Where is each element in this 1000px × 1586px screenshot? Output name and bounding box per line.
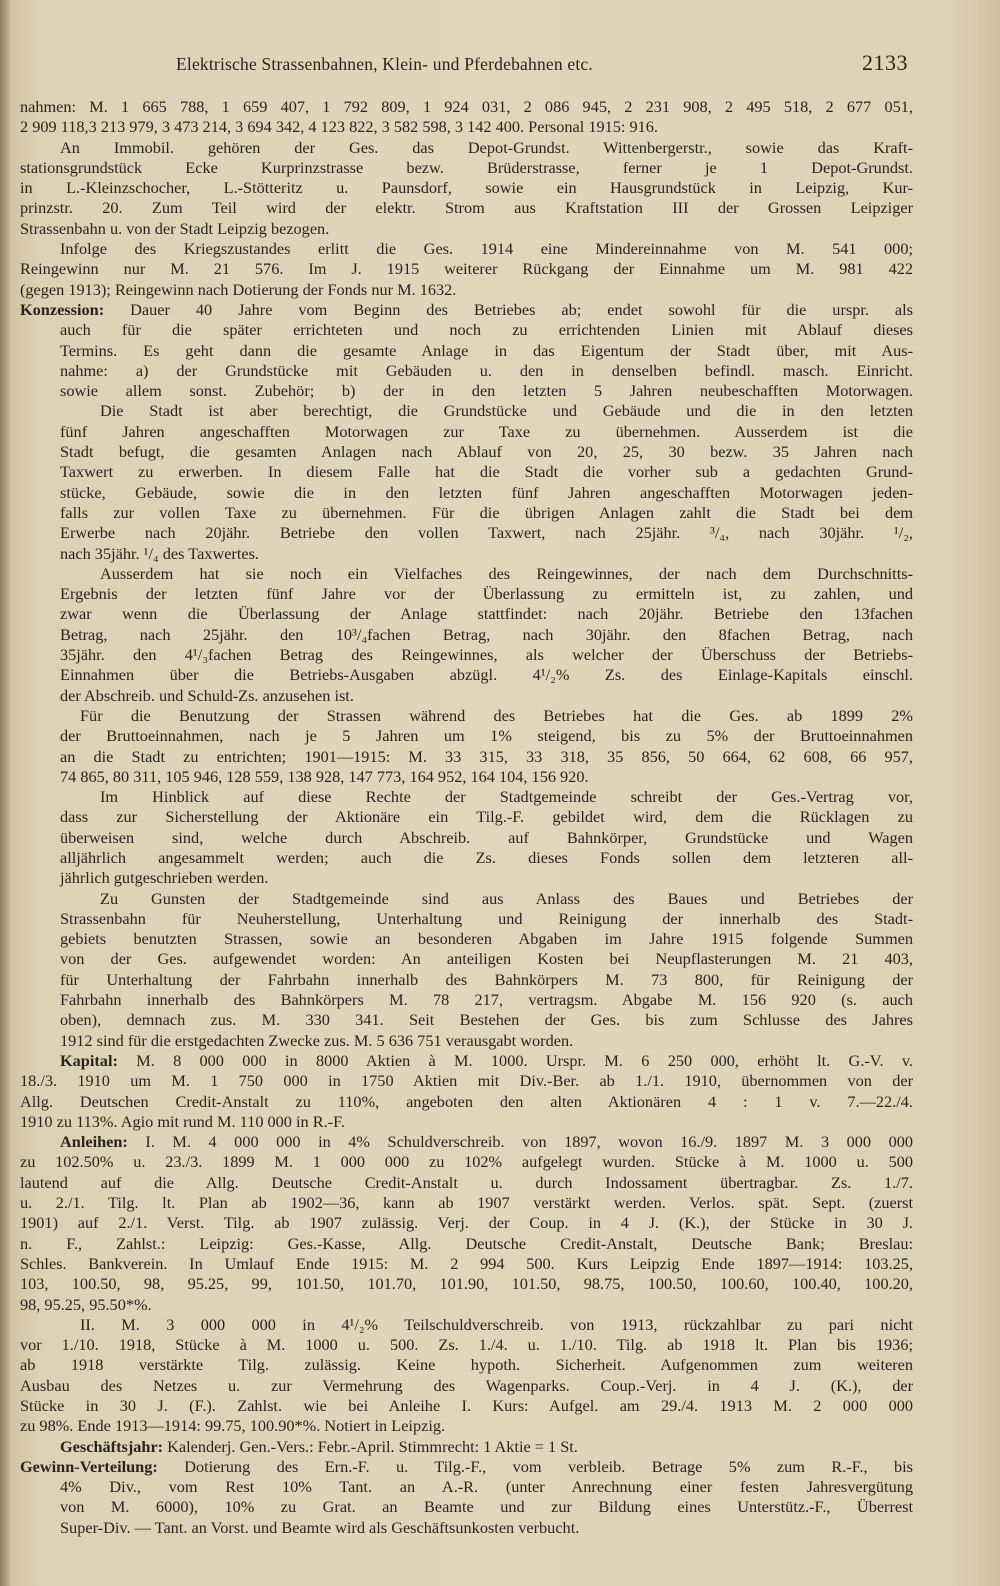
line-text: zu 102.50% u. 23./3. 1899 M. 1 000 000 zu 102% aufgelegt wurden. Stücke à M. 1000 u. 500 bbox=[20, 1152, 913, 1172]
text-line bbox=[20, 1355, 913, 1375]
text-line bbox=[20, 1234, 913, 1254]
line-text: der Bruttoeinnahmen, nach je 5 Jahren um 1% steigend, bis zu 5% der Bruttoeinnahmen bbox=[60, 726, 913, 746]
line-text: u. 2./1. Tilg. lt. Plan ab 1902—36, kann ab 1907 verstärkt werden. Verlos. spät. Sept. (zuerst bbox=[20, 1193, 913, 1213]
text-line bbox=[20, 381, 913, 401]
text-line bbox=[20, 909, 913, 929]
text-line bbox=[20, 178, 913, 198]
line-text: Stadt befugt, die gesamten Anlagen nach Ablauf von 20, 25, 30 bezw. 35 Jahren nach bbox=[60, 442, 913, 462]
text-line bbox=[20, 97, 913, 117]
section-heading: Geschäftsjahr: bbox=[60, 1436, 164, 1456]
text-line bbox=[20, 828, 913, 848]
text-line bbox=[20, 1112, 913, 1132]
line-text: Taxwert zu erwerben. In diesem Falle hat die Stadt die vorher sub a gedachten Grund- bbox=[60, 462, 913, 482]
line-text: Im Hinblick auf diese Rechte der Stadtgemeinde schreibt der Ges.-Vertrag vor, bbox=[100, 787, 913, 807]
text-line bbox=[20, 1518, 913, 1538]
line-text: sowie allem sonst. Zubehör; b) der in den letzten 5 Jahren neubeschafften Motorwagen. bbox=[60, 381, 913, 401]
page-body-text bbox=[20, 97, 913, 1538]
running-header bbox=[176, 50, 908, 76]
line-text: 1910 zu 113%. Agio mit rund M. 110 000 in R.-F. bbox=[20, 1111, 345, 1131]
line-text: n. F., Zahlst.: Leipzig: Ges.-Kasse, Allg. Deutsche Credit-Anstalt, Deutsche Bank; Breslau: bbox=[20, 1233, 913, 1253]
text-line bbox=[20, 158, 913, 178]
line-text: Termins. Es geht dann die gesamte Anlage in das Eigentum der Stadt über, mit Aus- bbox=[60, 340, 913, 360]
text-line bbox=[20, 280, 913, 300]
line-text: Schles. Bankverein. In Umlauf Ende 1915: M. 2 994 500. Kurs Leipzig Ende 1897—1914: 103.25, bbox=[20, 1253, 913, 1273]
text-line bbox=[20, 544, 913, 564]
line-text: 4% Div., vom Rest 10% Tant. an A.-R. (unter Anrechnung einer festen Jahresvergütung bbox=[60, 1477, 913, 1497]
text-line bbox=[20, 1010, 913, 1030]
line-text: Einnahmen über die Betriebs-Ausgaben abzügl. 4¹/₂% Zs. des Einlage-Kapitals einschl. bbox=[60, 665, 913, 685]
text-line bbox=[20, 1152, 913, 1172]
text-line bbox=[20, 1477, 913, 1497]
line-text: vor 1./10. 1918, Stücke à M. 1000 u. 500. Zs. 1./4. u. 1./10. Tilg. ab 1918 lt. Plan bis 1936; bbox=[20, 1335, 913, 1355]
line-text: stationsgrundstück Ecke Kurprinzstrasse bezw. Brüderstrasse, ferner je 1 Depot-Grundst. bbox=[20, 157, 913, 177]
line-text: 74 865, 80 311, 105 946, 128 559, 138 928, 147 773, 164 952, 164 104, 156 920. bbox=[60, 766, 589, 786]
line-text: für Unterhaltung der Fahrbahn innerhalb des Bahnkörpers M. 73 800, für Reinigung der bbox=[60, 969, 913, 989]
text-line bbox=[20, 1051, 913, 1071]
running-title: Elektrische Strassenbahnen, Klein- und Pferdebahnen etc. bbox=[176, 54, 593, 74]
line-text: Strassenbahn u. von der Stadt Leipzig bezogen. bbox=[20, 218, 330, 238]
text-line bbox=[20, 1416, 913, 1436]
section-heading: Anleihen: bbox=[60, 1132, 128, 1152]
text-line bbox=[20, 767, 913, 787]
text-line bbox=[20, 848, 913, 868]
line-text: Die Stadt ist aber berechtigt, die Grundstücke und Gebäude und die in den letzten bbox=[100, 401, 913, 421]
text-line bbox=[20, 625, 913, 645]
text-line bbox=[20, 320, 913, 340]
text-line bbox=[20, 1437, 913, 1457]
section-heading: Gewinn-Verteilung: bbox=[20, 1456, 158, 1476]
line-text: Fahrbahn innerhalb des Bahnkörpers M. 78 217, vertragsm. Abgabe M. 156 920 (s. auch bbox=[60, 990, 913, 1010]
text-line bbox=[20, 1335, 913, 1355]
line-text: (gegen 1913); Reingewinn nach Dotierung der Fonds nur M. 1632. bbox=[20, 279, 457, 299]
line-text: Für die Benutzung der Strassen während des Betriebes hat die Ges. ab 1899 2% bbox=[80, 705, 913, 725]
text-line bbox=[20, 1376, 913, 1396]
line-text: An Immobil. gehören der Ges. das Depot-Grundst. Wittenbergerstr., sowie das Kraft- bbox=[60, 137, 913, 157]
line-text: auch für die später errichteten und noch zu errichtenden Linien mit Ablauf dieses bbox=[60, 320, 913, 340]
line-text: Infolge des Kriegszustandes erlitt die Ges. 1914 eine Mindereinnahme von M. 541 000; bbox=[60, 239, 913, 259]
line-text: zu 98%. Ende 1913—1914: 99.75, 100.90*%. Notiert in Leipzig. bbox=[20, 1416, 446, 1436]
text-line bbox=[20, 645, 913, 665]
line-text: 103, 100.50, 98, 95.25, 99, 101.50, 101.70, 101.90, 101.50, 98.75, 100.50, 100.60, 100.40, 100.20, bbox=[20, 1274, 913, 1294]
line-text: II. M. 3 000 000 in 4¹/₂% Teilschuldverschreib. von 1913, rückzahlbar zu pari nicht bbox=[80, 1314, 913, 1334]
text-line bbox=[20, 1254, 913, 1274]
line-text: Stücke in 30 J. (F.). Zahlst. wie bei Anleihe I. Kurs: Aufgel. am 29./4. 1913 M. 2 000 000 bbox=[20, 1396, 913, 1415]
line-text: I. M. 4 000 000 in 4% Schuldverschreib. von 1897, wovon 16./9. 1897 M. 3 000 000 bbox=[127, 1132, 913, 1152]
line-text: fünf Jahren angeschafften Motorwagen zur Taxe zu übernehmen. Ausserdem ist die bbox=[60, 421, 913, 441]
line-text: nahmen: M. 1 665 788, 1 659 407, 1 792 809, 1 924 031, 2 086 945, 2 231 908, 2 495 518, 2 677 051, bbox=[20, 97, 913, 116]
text-line bbox=[20, 990, 913, 1010]
section-heading: Kapital: bbox=[60, 1050, 118, 1070]
text-line bbox=[20, 747, 913, 767]
text-line bbox=[20, 401, 913, 421]
text-line bbox=[20, 868, 913, 888]
text-line bbox=[20, 503, 913, 523]
text-line bbox=[20, 117, 913, 137]
line-text: Erwerbe nach 20jähr. Betriebe den vollen Taxwert, nach 25jähr. ³/₄, nach 30jähr. ¹/₂, bbox=[60, 523, 913, 543]
line-text: stücke, Gebäude, sowie die in den letzten fünf Jahren angeschafften Motorwagen jeden- bbox=[60, 482, 913, 502]
line-text: zwar wenn die Überlassung der Anlage stattfindet: nach 20jähr. Betriebe den 13fachen bbox=[60, 604, 913, 624]
line-text: ab 1918 verstärkte Tilg. zulässig. Keine hypoth. Sicherheit. Aufgenommen zum weiteren bbox=[20, 1355, 913, 1375]
line-text: überweisen sind, welche durch Abschreib. auf Bahnkörper, Grundstücke und Wagen bbox=[60, 827, 913, 847]
line-text: von M. 6000), 10% zu Grat. an Beamte und zur Bildung eines Unterstütz.-F., Überrest bbox=[60, 1497, 913, 1517]
line-text: falls zur vollen Taxe zu übernehmen. Für die übrigen Anlagen zahlt die Stadt bei dem bbox=[60, 502, 913, 522]
line-text: 35jähr. den 4¹/₃fachen Betrag des Reingewinnes, als welcher der Überschuss der Betriebs- bbox=[60, 645, 913, 665]
line-text: der Abschreib. und Schuld-Zs. anzusehen ist. bbox=[60, 685, 354, 705]
text-line bbox=[20, 1132, 913, 1152]
text-line bbox=[20, 341, 913, 361]
text-line bbox=[20, 1457, 913, 1477]
page-number: 2133 bbox=[862, 50, 908, 75]
text-line bbox=[20, 1295, 913, 1315]
text-line bbox=[20, 949, 913, 969]
line-text: Kalenderj. Gen.-Vers.: Febr.-April. Stimmrecht: 1 Aktie = 1 St. bbox=[163, 1436, 578, 1456]
line-text: Reingewinn nur M. 21 576. Im J. 1915 weiterer Rückgang der Einnahme um M. 981 422 bbox=[20, 259, 913, 279]
line-text: 18./3. 1910 um M. 1 750 000 in 1750 Aktien mit Div.-Ber. ab 1./1. 1910, übernommen von der bbox=[20, 1071, 913, 1091]
text-line bbox=[20, 604, 913, 624]
text-line bbox=[20, 138, 913, 158]
text-line bbox=[20, 706, 913, 726]
text-line bbox=[20, 1396, 913, 1416]
text-line bbox=[20, 1031, 913, 1051]
text-line bbox=[20, 564, 913, 584]
text-line bbox=[20, 300, 913, 320]
text-line bbox=[20, 239, 913, 259]
text-line bbox=[20, 422, 913, 442]
line-text: in L.-Kleinzschocher, L.-Stötteritz u. Paunsdorf, sowie ein Hausgrundstück in Leipzig, Kur- bbox=[20, 178, 913, 198]
text-line bbox=[20, 665, 913, 685]
text-line bbox=[20, 1173, 913, 1193]
text-line bbox=[20, 584, 913, 604]
text-line bbox=[20, 1071, 913, 1091]
text-line bbox=[20, 483, 913, 503]
line-text: alljährlich angesammelt werden; auch die Zs. dieses Fonds sollen dem letzteren all- bbox=[60, 847, 913, 867]
text-line bbox=[20, 442, 913, 462]
text-line bbox=[20, 787, 913, 807]
text-line bbox=[20, 1213, 913, 1233]
text-line bbox=[20, 198, 913, 218]
page-spine-shadow bbox=[0, 0, 10, 1586]
text-line bbox=[20, 929, 913, 949]
text-line bbox=[20, 219, 913, 239]
text-line bbox=[20, 1274, 913, 1294]
text-line bbox=[20, 1193, 913, 1213]
line-text: 98, 95.25, 95.50*%. bbox=[20, 1294, 152, 1314]
text-line bbox=[20, 726, 913, 746]
line-text: von der Ges. aufgewendet worden: An anteiligen Kosten bei Neupflasterungen M. 21 403, bbox=[60, 949, 913, 969]
line-text: Ausserdem hat sie noch ein Vielfaches des Reingewinnes, der nach dem Durchschnitts- bbox=[100, 563, 913, 583]
line-text: Ausbau des Netzes u. zur Vermehrung des Wagenparks. Coup.-Verj. in 4 J. (K.), der bbox=[20, 1375, 913, 1395]
section-heading: Konzession: bbox=[20, 299, 105, 319]
text-line bbox=[20, 1092, 913, 1112]
text-line bbox=[20, 889, 913, 909]
line-text: 1912 sind für die erstgedachten Zwecke zus. M. 5 636 751 verausgabt worden. bbox=[60, 1030, 574, 1050]
text-line bbox=[20, 523, 913, 543]
line-text: lautend auf die Allg. Deutsche Credit-Anstalt u. durch Indossament übertragbar. Zs. 1./7. bbox=[20, 1172, 913, 1192]
line-text: Dotierung des Ern.-F. u. Tilg.-F., vom verbleib. Betrage 5% zum R.-F., bis bbox=[157, 1456, 913, 1476]
line-text: Allg. Deutschen Credit-Anstalt zu 110%, angeboten den alten Aktionären 4 : 1 v. 7.—22./4. bbox=[20, 1091, 913, 1111]
line-text: an die Stadt zu entrichten; 1901—1915: M. 33 315, 33 318, 35 856, 50 664, 62 608, 66 957, bbox=[60, 746, 913, 766]
line-text: Strassenbahn für Neuherstellung, Unterhaltung und Reinigung der innerhalb des Stadt- bbox=[60, 908, 913, 928]
text-line bbox=[20, 462, 913, 482]
text-line bbox=[20, 1497, 913, 1517]
text-line bbox=[20, 686, 913, 706]
line-text: jährlich gutgeschrieben werden. bbox=[60, 868, 269, 888]
line-text: Ergebnis der letzten fünf Jahre vor der Überlassung zu ermitteln ist, zu zahlen, und bbox=[60, 584, 913, 604]
line-text: 2 909 118,3 213 979, 3 473 214, 3 694 342, 4 123 822, 3 582 598, 3 142 400. Personal 1915: 916. bbox=[20, 117, 658, 137]
line-text: 1901) auf 2./1. Verst. Tilg. ab 1907 zulässig. Verj. der Coup. in 4 J. (K.), der Stücke in 30 J. bbox=[20, 1213, 913, 1233]
line-text: prinzstr. 20. Zum Teil wird der elektr. Strom aus Kraftstation III der Grossen Leipziger bbox=[20, 198, 913, 218]
line-text: Betrag, nach 25jähr. den 10³/₄fachen Betrag, nach 30jähr. den 8fachen Betrag, nach bbox=[60, 624, 913, 644]
text-line bbox=[20, 970, 913, 990]
line-text: oben), demnach zus. M. 330 341. Seit Bestehen der Ges. bis zum Schlusse des Jahres bbox=[60, 1010, 913, 1030]
text-line bbox=[20, 1315, 913, 1335]
line-text: Zu Gunsten der Stadtgemeinde sind aus Anlass des Baues und Betriebes der bbox=[100, 888, 913, 908]
line-text: M. 8 000 000 in 8000 Aktien à M. 1000. Urspr. M. 6 250 000, erhöht lt. G.-V. v. bbox=[117, 1050, 913, 1070]
line-text: nach 35jähr. ¹/₄ des Taxwertes. bbox=[60, 543, 260, 563]
line-text: gebiets benutzten Strassen, sowie an besonderen Abgaben im Jahre 1915 folgende Summen bbox=[60, 929, 913, 949]
line-text: nahme: a) der Grundstücke mit Gebäuden u. den in denselben befindl. masch. Einricht. bbox=[60, 360, 913, 380]
line-text: Dauer 40 Jahre vom Beginn des Betriebes ab; endet sowohl für die urspr. als bbox=[104, 299, 913, 319]
text-line bbox=[20, 361, 913, 381]
line-text: Super-Div. — Tant. an Vorst. und Beamte wird als Geschäftsunkosten verbucht. bbox=[60, 1517, 580, 1537]
line-text: dass zur Sicherstellung der Aktionäre ein Tilg.-F. gebildet wird, dem die Rücklagen zu bbox=[60, 807, 913, 827]
text-line bbox=[20, 259, 913, 279]
text-line bbox=[20, 807, 913, 827]
